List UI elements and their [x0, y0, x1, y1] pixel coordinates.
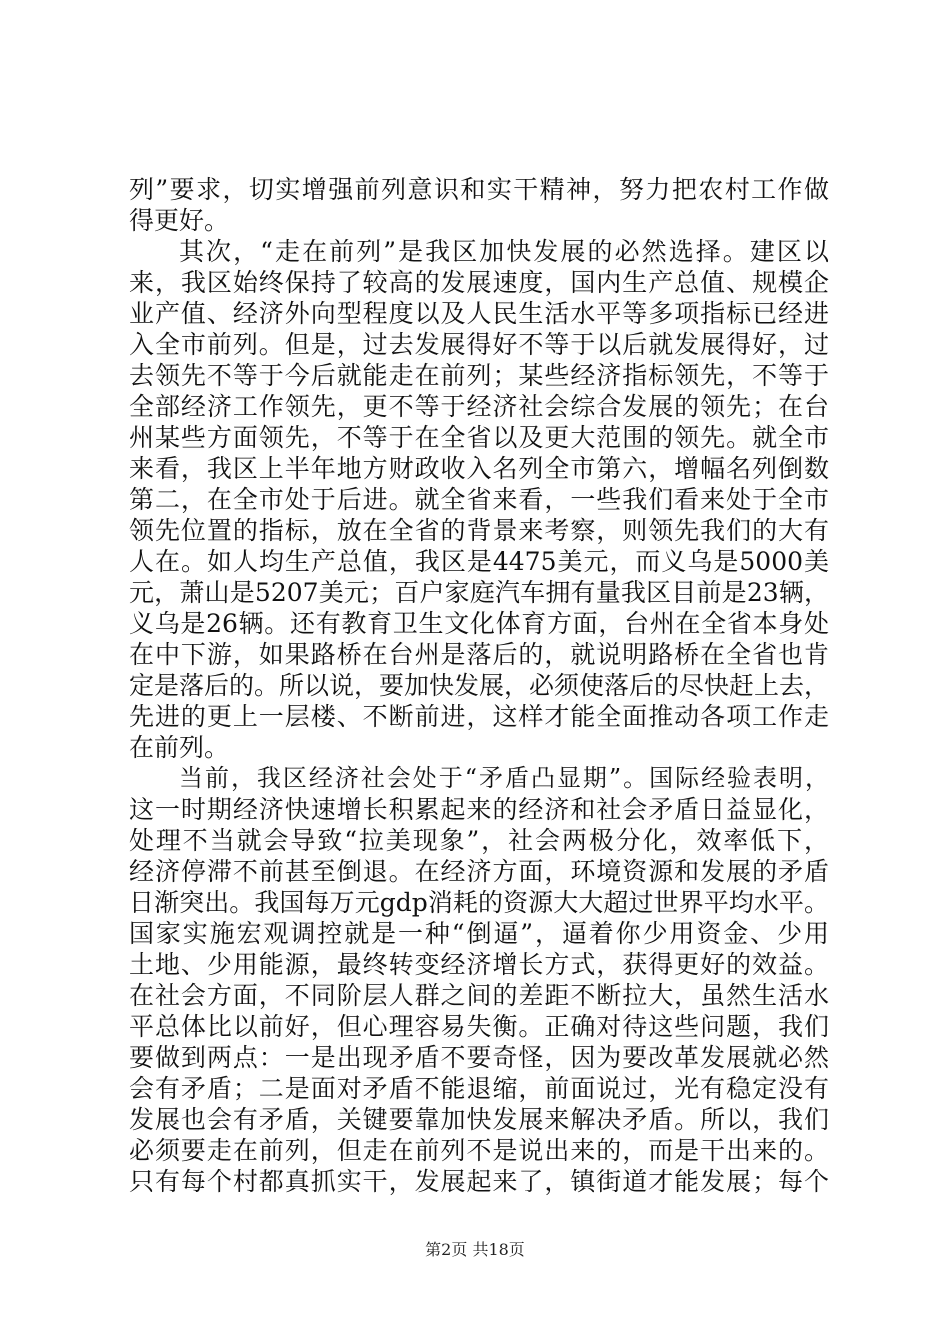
text-line: 这一时期经济快速增长积累起来的经济和社会矛盾日益显化，	[129, 795, 829, 824]
text-line: 经济停滞不前甚至倒退。在经济方面，环境资源和发展的矛盾	[129, 857, 829, 886]
text-line: 当前，我区经济社会处于“矛盾凸显期”。国际经验表明，	[179, 764, 829, 792]
page-footer: 第2页 共18页	[425, 1240, 525, 1259]
text-line: 发展也会有矛盾，关键要靠加快发展来解决矛盾。所以，我们	[129, 1105, 829, 1134]
text-line: 平总体比以前好，但心理容易失衡。正确对待这些问题，我们	[129, 1012, 829, 1041]
text-line: 入全市前列。但是，过去发展得好不等于以后就发展得好，过	[129, 330, 829, 359]
text-line: 义乌是26辆。还有教育卫生文化体育方面，台州在全省本身处	[129, 609, 829, 638]
text-line: 列”要求，切实增强前列意识和实干精神，努力把农村工作做	[129, 175, 829, 204]
text-line: 定是落后的。所以说，要加快发展，必须使落后的尽快赶上去，	[129, 671, 830, 700]
text-line: 处理不当就会导致“拉美现象”，社会两极分化，效率低下，	[129, 826, 829, 855]
text-line: 先进的更上一层楼、不断前进，这样才能全面推动各项工作走	[129, 702, 829, 731]
text-line: 会有矛盾；二是面对矛盾不能退缩，前面说过，光有稳定没有	[129, 1074, 829, 1103]
text-line: 只有每个村都真抓实干，发展起来了，镇街道才能发展；每个	[129, 1167, 829, 1196]
text-line: 人在。如人均生产总值，我区是4475美元，而义乌是5000美	[129, 547, 829, 576]
text-line: 其次，“走在前列”是我区加快发展的必然选择。建区以	[179, 237, 829, 266]
text-line: 国家实施宏观调控就是一种“倒逼”，逼着你少用资金、少用	[129, 919, 829, 948]
text-line: 在前列。	[129, 733, 230, 762]
text-line: 业产值、经济外向型程度以及人民生活水平等多项指标已经进	[129, 299, 829, 328]
text-line: 去领先不等于今后就能走在前列；某些经济指标领先，不等于	[129, 361, 829, 390]
text-line: 元，萧山是5207美元；百户家庭汽车拥有量我区目前是23辆，	[129, 578, 829, 607]
text-line: 第二，在全市处于后进。就全省来看，一些我们看来处于全市	[129, 485, 829, 514]
text-line: 得更好。	[129, 206, 230, 235]
text-line: 州某些方面领先，不等于在全省以及更大范围的领先。就全市	[129, 423, 829, 452]
text-line: 在中下游，如果路桥在台州是落后的，就说明路桥在全省也肯	[129, 640, 829, 669]
text-line: 在社会方面，不同阶层人群之间的差距不断拉大，虽然生活水	[129, 981, 829, 1010]
text-line: 全部经济工作领先，更不等于经济社会综合发展的领先；在台	[129, 392, 829, 421]
document-body	[129, 174, 829, 1197]
text-line: 日渐突出。我国每万元gdp消耗的资源大大超过世界平均水平。	[129, 888, 829, 917]
text-line: 领先位置的指标，放在全省的背景来考察，则领先我们的大有	[129, 516, 829, 545]
text-line: 必须要走在前列，但走在前列不是说出来的，而是干出来的。	[129, 1136, 829, 1165]
text-line: 要做到两点：一是出现矛盾不要奇怪，因为要改革发展就必然	[129, 1043, 829, 1072]
text-line: 土地、少用能源，最终转变经济增长方式，获得更好的效益。	[129, 950, 829, 979]
text-line: 来，我区始终保持了较高的发展速度，国内生产总值、规模企	[129, 268, 829, 297]
text-line: 来看，我区上半年地方财政收入名列全市第六，增幅名列倒数	[129, 454, 829, 483]
